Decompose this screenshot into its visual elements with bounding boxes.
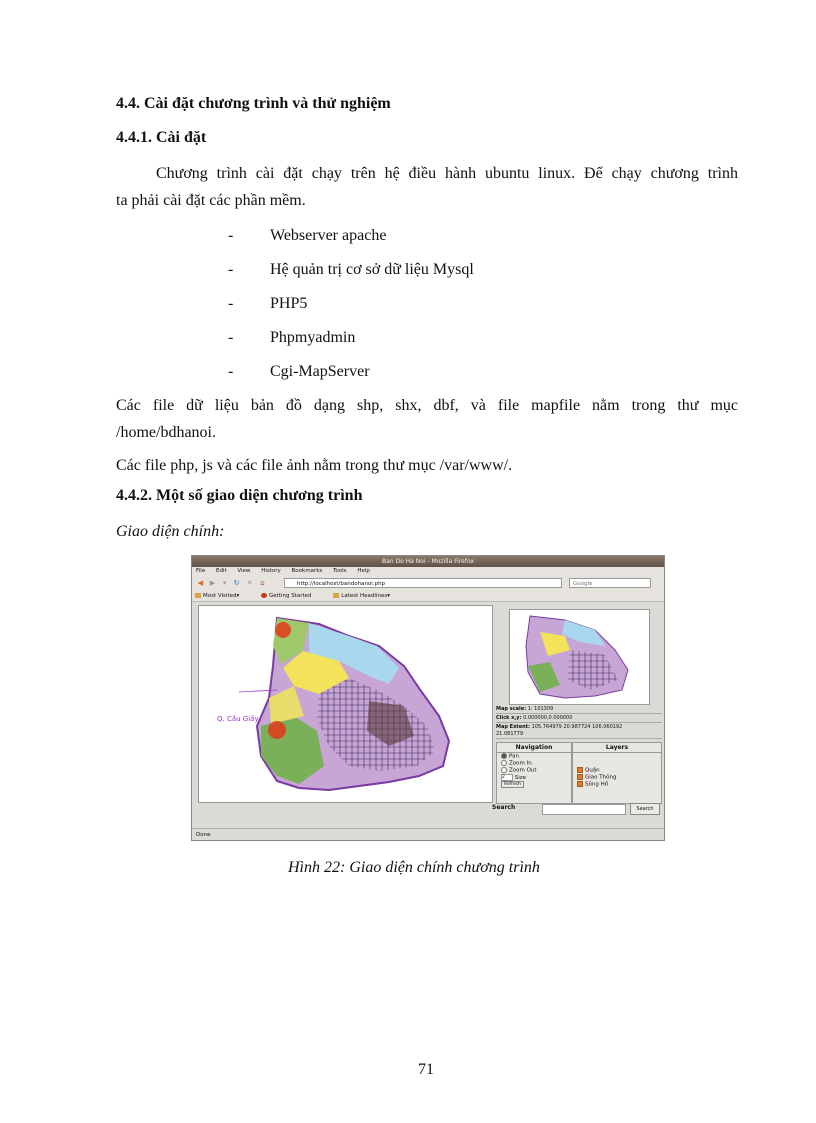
nav-option-pan[interactable] (497, 753, 571, 760)
intro-line-1: Chương trình cài đặt chạy trên hệ điều hành ubuntu linux. Để chạy chương trình (156, 165, 738, 182)
bullet-dash: - (228, 227, 234, 244)
firefox-icon (261, 593, 267, 598)
menu-view[interactable]: View (237, 568, 251, 574)
data-files-line-1: Các file dữ liệu bản đồ dạng shp, shx, dbf, và file mapfile nằm trong thư mục (116, 397, 738, 414)
folder-icon (195, 593, 201, 598)
click-xy-value: 0.000000,0.000000 (523, 715, 573, 721)
nav-option-label: Zoom In (509, 760, 532, 767)
menu-help[interactable]: Help (357, 568, 370, 574)
window-title: Ban Do Ha Noi - Mozilla Firefox (192, 556, 664, 567)
menu-bookmarks[interactable]: Bookmarks (291, 568, 323, 574)
bookmark-most-visited[interactable] (195, 593, 249, 599)
menu-history[interactable]: History (261, 568, 281, 574)
radio-selected[interactable] (501, 753, 507, 759)
subsection-heading-install: 4.4.1. Cài đặt (116, 129, 207, 146)
navigation-header: Navigation (497, 743, 571, 753)
radio[interactable] (501, 760, 507, 766)
data-files-line-2: /home/bdhanoi. (116, 424, 216, 441)
main-map-view[interactable] (198, 605, 493, 803)
browser-status-bar: Done (192, 828, 664, 840)
map-extent-label: Map Extent: (496, 724, 531, 730)
map-search-button[interactable]: Search (630, 803, 660, 815)
click-xy-row (496, 715, 662, 723)
navigation-panel (496, 742, 572, 804)
history-dropdown-icon[interactable]: ▾ (222, 579, 227, 587)
menu-file[interactable]: File (196, 568, 206, 574)
bookmarks-toolbar (192, 591, 664, 602)
refresh-row (497, 781, 571, 788)
size-label: Size (514, 775, 527, 781)
software-item-apache: Webserver apache (270, 227, 387, 244)
main-ui-label: Giao diện chính: (116, 523, 225, 540)
url-input[interactable]: http://localhost/bandohanoi.php (284, 578, 562, 588)
map-district-label: Q. Cầu Giấy (217, 715, 259, 723)
refresh-button[interactable]: Refresh (501, 781, 524, 788)
nav-option-zoom-in[interactable] (497, 760, 571, 767)
checkbox-checked[interactable] (577, 767, 583, 773)
bookmark-label: Most Visited▾ (203, 593, 240, 599)
forward-arrow-icon[interactable]: ▶ (209, 579, 216, 587)
map-extent-row (496, 724, 662, 739)
intro-line-2: ta phải cài đặt các phần mềm. (116, 192, 306, 209)
rss-icon (333, 593, 339, 598)
map-scale-label: Map scale: (496, 706, 527, 712)
hanoi-district-map (199, 606, 492, 802)
click-xy-label: Click x,y: (496, 715, 522, 721)
map-search-input[interactable] (542, 804, 626, 815)
radio[interactable] (501, 767, 507, 773)
stop-icon[interactable]: ✕ (246, 579, 253, 587)
bookmark-label: Getting Started (269, 593, 312, 599)
home-icon[interactable]: ⌂ (260, 579, 265, 587)
browser-search-input[interactable]: Google (569, 578, 651, 588)
bullet-dash: - (228, 363, 234, 380)
map-scale-row (496, 706, 662, 714)
size-input[interactable]: 2 (501, 774, 513, 781)
layer-label: Sông Hồ (585, 781, 609, 788)
figure-caption: Hình 22: Giao diện chính chương trình (288, 859, 540, 876)
overview-map[interactable] (509, 609, 650, 705)
software-item-php5: PHP5 (270, 295, 308, 312)
nav-option-zoom-out[interactable] (497, 767, 571, 774)
reload-icon[interactable]: ↻ (233, 579, 240, 587)
overview-map-image (510, 610, 649, 704)
app-screenshot (191, 555, 665, 841)
navigation-toolbar (192, 576, 664, 591)
bullet-dash: - (228, 261, 234, 278)
bookmark-label: Latest Headlines▾ (341, 593, 390, 599)
layers-panel (572, 742, 662, 804)
checkbox-checked[interactable] (577, 774, 583, 780)
map-search-label: Search (492, 804, 516, 811)
layer-item-song-ho[interactable] (573, 781, 661, 788)
bullet-dash: - (228, 329, 234, 346)
nav-option-label: Zoom Out (509, 767, 537, 774)
map-scale-value: 1: 101309 (527, 706, 554, 712)
layer-item-giao-thong[interactable] (573, 774, 661, 781)
web-files-paragraph: Các file php, js và các file ảnh nằm trong thư mục /var/www/. (116, 457, 513, 474)
menu-bar (192, 567, 664, 576)
map-extent-value-2: 21.081779 (496, 731, 524, 737)
bookmark-latest-headlines[interactable] (333, 593, 400, 599)
software-item-mapserver: Cgi-MapServer (270, 363, 370, 380)
layers-header: Layers (573, 743, 661, 753)
layer-label: Giao Thông (585, 774, 617, 781)
layer-label: Quận (585, 767, 600, 774)
subsection-heading-ui: 4.4.2. Một số giao diện chương trình (116, 487, 363, 504)
menu-edit[interactable]: Edit (215, 568, 227, 574)
layer-item-quan[interactable] (573, 767, 661, 774)
map-extent-value: 105.764979 20.987724 106.060192 (531, 724, 623, 730)
size-row (497, 774, 571, 781)
page-number: 71 (418, 1061, 434, 1078)
software-item-mysql: Hệ quản trị cơ sở dữ liệu Mysql (270, 261, 474, 278)
menu-tools[interactable]: Tools (333, 568, 347, 574)
section-heading: 4.4. Cài đặt chương trình và thử nghiệm (116, 95, 391, 112)
back-arrow-icon[interactable]: ◀ (197, 579, 204, 587)
checkbox-checked[interactable] (577, 781, 583, 787)
nav-option-label: Pan (509, 753, 519, 760)
software-item-phpmyadmin: Phpmyadmin (270, 329, 356, 346)
bookmark-getting-started[interactable] (261, 593, 322, 599)
bullet-dash: - (228, 295, 234, 312)
